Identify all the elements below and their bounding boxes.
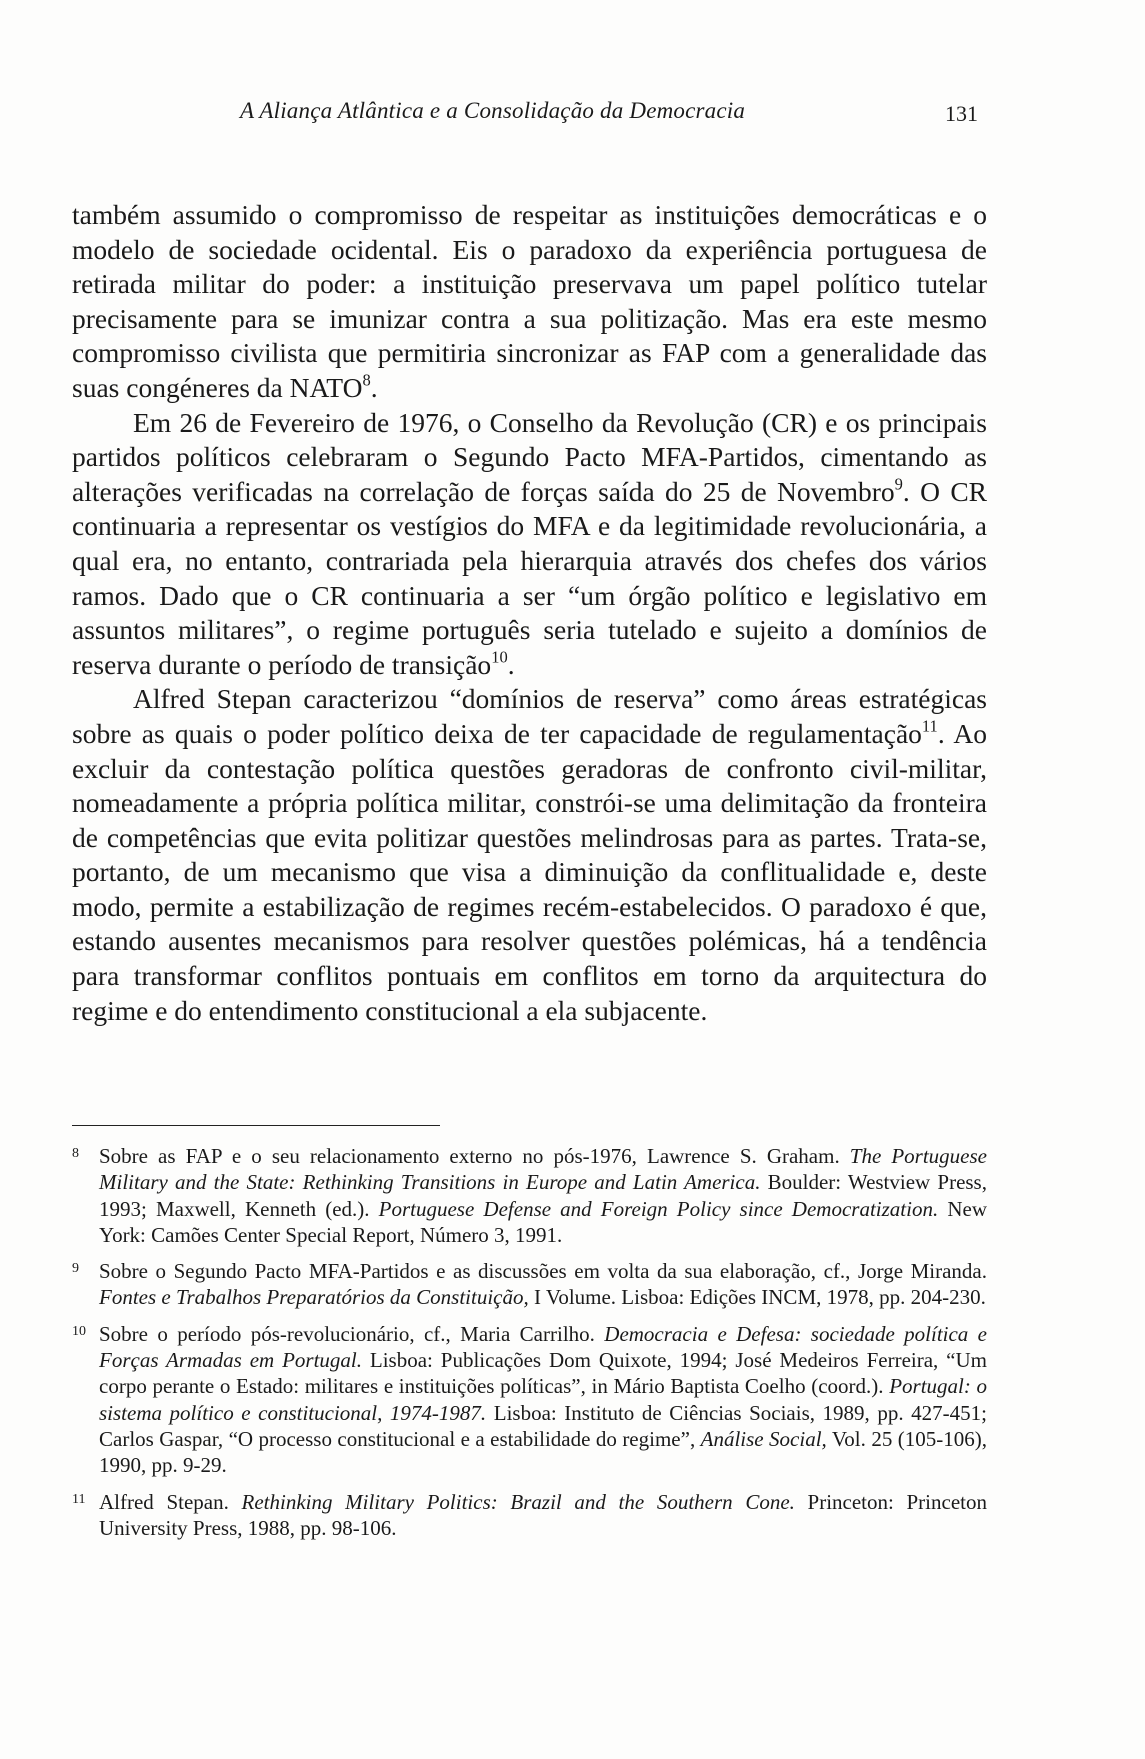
footnote-title: Fontes e Trabalhos Preparatórios da Constituição,: [99, 1285, 529, 1310]
paragraph-text: também assumido o compromisso de respeitar as instituições democráticas e o modelo de sociedade ocidental. Eis o paradoxo da experiência portuguesa de retirada militar do poder: a instituição preservava um papel político tutelar precisamente para se imunizar contra a sua politização. Mas era este mesmo compromisso civilista que permitiria sincronizar as FAP com a generalidade das suas congéneres da NATO: [72, 199, 987, 403]
footnote-text: Boulder: Westview Press, 1993; Maxwell, Kenneth (ed.).: [99, 1170, 987, 1221]
footnote-text: Lisboa: Publicações Dom Quixote, 1994; José Medeiros Ferreira, “Um corpo perante o Estado: militares e instituições políticas”, in Mário Baptista Coelho (coord.).: [99, 1348, 987, 1399]
footnote-text: I Volume. Lisboa: Edições INCM, 1978, pp. 204-230.: [528, 1285, 986, 1310]
footnote-9: [72, 1258, 987, 1311]
main-text: [72, 198, 987, 1028]
footnote-title: Rethinking Military Politics: Brazil and the Southern Cone.: [241, 1489, 795, 1514]
running-title: A Aliança Atlântica e a Consolidação da Democracia: [240, 98, 746, 123]
footnote-text: Sobre o Segundo Pacto MFA-Partidos e as discussões em volta da sua elaboração, cf., Jorge Miranda.: [99, 1259, 987, 1284]
paragraph-text: Em 26 de Fevereiro de 1976, o Conselho da Revolução (CR) e os principais partidos políticos celebraram o Segundo Pacto MFA-Partidos, cimentando as alterações verificadas na correlação de forças saída do 25 de Novembro: [72, 406, 987, 507]
footnote-11: [72, 1489, 987, 1542]
paragraph-text: Alfred Stepan caracterizou “domínios de reserva” como áreas estratégicas sobre as quais o poder político deixa de ter capacidade de regulamentação: [72, 683, 987, 749]
footnote-text: Vol. 25 (105-106), 1990, pp. 9-29.: [99, 1426, 987, 1478]
paragraph-1: [72, 198, 987, 406]
paragraph-2: [72, 406, 987, 683]
footnote-number: 10: [72, 1323, 86, 1339]
paragraph-3: [72, 682, 987, 1028]
footnote-title: Portuguese Defense and Foreign Policy since Democratization.: [378, 1196, 939, 1221]
footnote-title: The Portuguese Military and the State: Rethinking Transitions in Europe and Latin America.: [99, 1144, 987, 1195]
footnotes: [72, 1143, 987, 1551]
footnote-text: Princeton: Princeton University Press, 1988, pp. 98-106.: [99, 1489, 987, 1540]
footnote-separator: [72, 1125, 440, 1126]
footnote-title: Democracia e Defesa: sociedade política e Forças Armadas em Portugal.: [99, 1321, 987, 1373]
footnote-text: Alfred Stepan.: [99, 1489, 242, 1514]
footnote-title: Portugal: o sistema político e constitucional, 1974-1987.: [99, 1374, 988, 1425]
paragraph-end: .: [370, 371, 378, 403]
footnote-ref-10: 10: [491, 647, 508, 667]
paragraph-text: . O CR continuaria a representar os vestígios do MFA e da legitimidade revolucionária, a qual era, no entanto, contrariada pela hierarquia através dos chefes dos vários ramos. Dado que o CR continuaria a ser “um órgão político e legislativo em assuntos militares”, o regime português seria tutelado e sujeito a domínios de reserva durante o período de transição: [72, 475, 987, 680]
footnote-text: New York: Camões Center Special Report, Número 3, 1991.: [99, 1196, 987, 1247]
footnote-title: Análise Social,: [700, 1426, 827, 1451]
footnote-text: Lisboa: Instituto de Ciências Sociais, 1989, pp. 427-451; Carlos Gaspar, “O processo constitucional e a estabilidade do regime”,: [99, 1400, 987, 1451]
footnote-text: Sobre as FAP e o seu relacionamento externo no pós-1976, Lawrence S. Graham.: [99, 1144, 850, 1168]
footnote-text: Sobre o período pós-revolucionário, cf., Maria Carrilho.: [99, 1321, 605, 1346]
footnote-ref-8: 8: [362, 370, 371, 390]
footnote-ref-9: 9: [894, 474, 903, 494]
footnote-8: [72, 1143, 987, 1248]
footnote-10: [72, 1321, 987, 1479]
footnote-number: 9: [72, 1261, 79, 1277]
footnote-number: 8: [72, 1146, 79, 1161]
paragraph-text: . Ao excluir da contestação política questões geradoras de confronto civil-militar, nomeadamente a própria política militar, constrói-se uma delimitação da fronteira de competências que evita politizar questões melindrosas para as partes. Trata-se, portanto, de um mecanismo que visa a diminuição da conflitualidade e, deste modo, permite a estabilização de regimes recém-estabelecidos. O paradoxo é que, estando ausentes mecanismos para resolver questões polémicas, há a tendência para transformar conflitos pontuais em conflitos em torno da arquitectura do regime e do entendimento constitucional a ela subjacente.: [72, 717, 987, 1026]
paragraph-end: .: [507, 648, 515, 680]
page-number: 131: [945, 101, 978, 126]
footnote-ref-11: 11: [921, 716, 938, 736]
footnote-number: 11: [72, 1491, 86, 1507]
